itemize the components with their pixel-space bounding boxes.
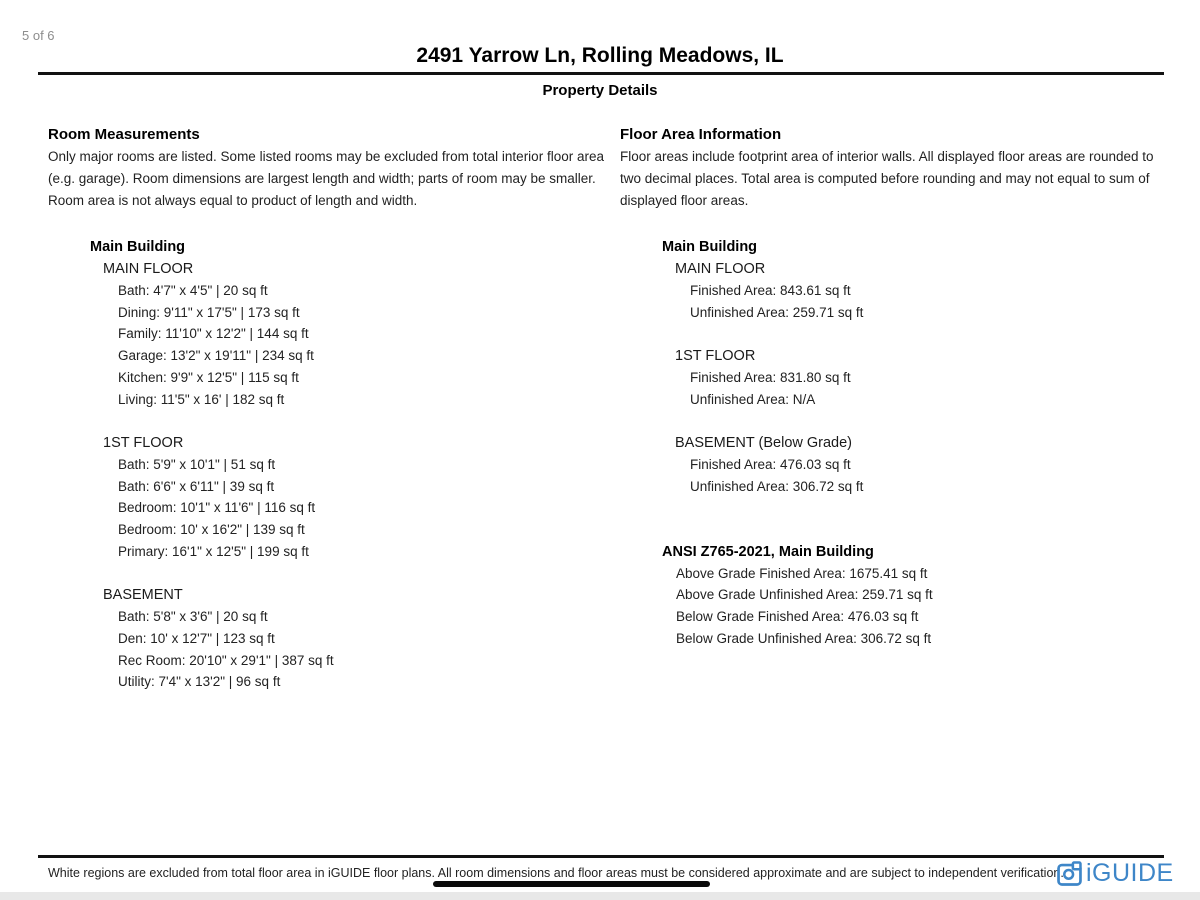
floor-name: BASEMENT [103,587,183,604]
floor-section-main-floor [103,258,620,410]
room-list [103,606,620,693]
page-subtitle: Property Details [542,82,658,99]
ansi-area-value: Below Grade Unfinished Area: 306.72 sq ft [676,630,932,646]
floor-area-value: Unfinished Area: N/A [690,391,816,407]
room-measurement: Living: 11'5" x 16' | 182 sq ft [118,391,285,407]
room-list [103,454,620,563]
room-measurements-heading: Room Measurements [48,126,200,143]
floor-name: 1ST FLOOR [675,348,756,365]
room-measurement: Bath: 5'9" x 10'1" | 51 sq ft [118,456,276,472]
floor-area-heading: Floor Area Information [620,126,782,143]
page-title: 2491 Yarrow Ln, Rolling Meadows, IL [416,44,784,67]
room-measurement: Den: 10' x 12'7" | 123 sq ft [118,630,275,646]
room-measurement: Bath: 4'7" x 4'5" | 20 sq ft [118,283,268,298]
area-list [675,367,1166,410]
room-measurements-description: Only major rooms are listed. Some listed rooms may be excluded from total interior floor area (e.g. garage). Room dimensions are largest length and width; parts of room may be smaller. Room area is not always equal to product of length and width. [48,149,604,208]
room-measurement: Bedroom: 10'1" x 11'6" | 116 sq ft [118,500,316,516]
area-section-main-floor [675,258,1166,323]
floor-area-value: Finished Area: 831.80 sq ft [690,370,851,386]
room-measurement: Primary: 16'1" x 12'5" | 199 sq ft [118,543,309,559]
ansi-section [662,541,1166,650]
building-name: Main Building [662,239,758,255]
header-divider [38,72,1164,75]
room-measurements-column [48,124,620,693]
area-section-1st-floor [675,345,1166,410]
room-measurement: Rec Room: 20'10" x 29'1" | 387 sq ft [118,652,334,668]
floor-area-column [620,124,1166,693]
floor-area-value: Unfinished Area: 259.71 sq ft [690,304,864,320]
iguide-logo-text: iGUIDE [1086,859,1174,887]
building-name: Main Building [90,239,186,255]
ansi-area-value: Above Grade Finished Area: 1675.41 sq ft [676,565,928,581]
content-columns [48,124,1166,693]
footer-disclaimer: White regions are excluded from total floor area in iGUIDE floor plans. All room dimensions and floor areas must be considered approximate and are subject to independent verification. [48,866,1064,880]
room-list [103,280,620,410]
floor-area-value: Finished Area: 476.03 sq ft [690,457,851,473]
room-measurement: Family: 11'10" x 12'2" | 144 sq ft [118,326,309,342]
room-measurement: Dining: 9'11" x 17'5" | 173 sq ft [118,304,300,320]
area-list [675,280,1166,323]
floor-area-description: Floor areas include footprint area of interior walls. All displayed floor areas are rounded to two decimal places. Total area is computed before rounding and may not equal to sum of displayed floor areas. [620,149,1154,208]
room-measurement: Bath: 6'6" x 6'11" | 39 sq ft [118,478,275,494]
ansi-list [662,563,1166,650]
floor-name: MAIN FLOOR [103,261,194,277]
floor-area-value: Unfinished Area: 306.72 sq ft [690,478,864,494]
floor-area-value: Finished Area: 843.61 sq ft [690,283,851,298]
room-measurement: Utility: 7'4" x 13'2" | 96 sq ft [118,674,281,690]
footer-divider [38,855,1164,858]
home-indicator-bar [433,881,710,887]
room-measurement: Garage: 13'2" x 19'11" | 234 sq ft [118,348,314,364]
page-bottom-edge [0,892,1200,900]
area-list [675,454,1166,497]
iguide-camera-icon [1056,860,1083,887]
floor-area-building [662,236,1166,498]
floor-name: 1ST FLOOR [103,434,184,451]
room-measurements-building [90,236,620,693]
iguide-logo [1056,859,1174,888]
floor-name: MAIN FLOOR [675,261,766,277]
floor-section-1st-floor [103,432,620,563]
room-measurement: Bedroom: 10' x 16'2" | 139 sq ft [118,522,305,538]
area-section-basement [675,432,1166,497]
ansi-area-value: Below Grade Finished Area: 476.03 sq ft [676,609,919,624]
room-measurement: Bath: 5'8" x 3'6" | 20 sq ft [118,609,268,625]
floor-name: BASEMENT (Below Grade) [675,435,853,452]
ansi-area-value: Above Grade Unfinished Area: 259.71 sq ft [676,587,933,603]
ansi-heading: ANSI Z765-2021, Main Building [662,543,874,560]
page-number: 5 of 6 [22,28,55,43]
room-measurement: Kitchen: 9'9" x 12'5" | 115 sq ft [118,369,299,385]
floor-section-basement [103,584,620,693]
